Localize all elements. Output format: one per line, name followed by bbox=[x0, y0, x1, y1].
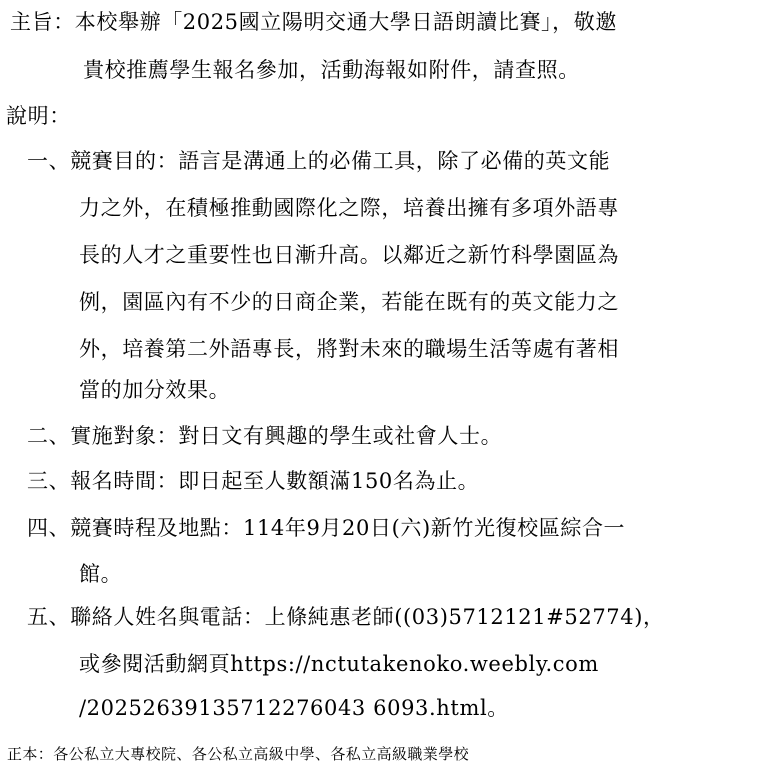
subject-line-1: 主旨：本校舉辦「2025國立陽明交通大學日語朗讀比賽」，敬邀 bbox=[10, 10, 617, 34]
item-4-line-1: 四、競賽時程及地點：114年9月20日(六)新竹光復校區綜合一 bbox=[27, 516, 626, 540]
item-5-line-3: /20252639135712276043 6093.html。 bbox=[79, 696, 509, 720]
cc-recipients-line: 正本：各公私立大專校院、各公私立高級中學、各私立高級職業學校 bbox=[7, 745, 470, 763]
item-1-line-5: 外，培養第二外語專長，將對未來的職場生活等處有著相 bbox=[79, 337, 619, 361]
item-4-line-2: 館。 bbox=[79, 562, 123, 586]
explanation-label: 說明： bbox=[6, 104, 71, 128]
item-1-line-3: 長的人才之重要性也日漸升高。以鄰近之新竹科學園區為 bbox=[79, 243, 619, 267]
item-3-line-1: 三、報名時間：即日起至人數額滿150名為止。 bbox=[27, 469, 480, 493]
item-1-line-6: 當的加分效果。 bbox=[79, 378, 231, 402]
item-1-line-1: 一、競賽目的：語言是溝通上的必備工具，除了必備的英文能 bbox=[27, 149, 611, 173]
item-5-line-1: 五、聯絡人姓名與電話：上條純惠老師((03)5712121#52774)， bbox=[27, 605, 665, 629]
subject-line-2: 貴校推薦學生報名參加，活動海報如附件，請查照。 bbox=[83, 58, 580, 82]
item-5-line-2: 或參閱活動網頁https://nctutakenoko.weebly.com bbox=[79, 652, 599, 676]
item-1-line-2: 力之外，在積極推動國際化之際，培養出擁有多項外語專 bbox=[79, 196, 619, 220]
item-2-line-1: 二、實施對象：對日文有興趣的學生或社會人士。 bbox=[27, 424, 503, 448]
item-1-line-4: 例，園區內有不少的日商企業，若能在既有的英文能力之 bbox=[79, 290, 619, 314]
